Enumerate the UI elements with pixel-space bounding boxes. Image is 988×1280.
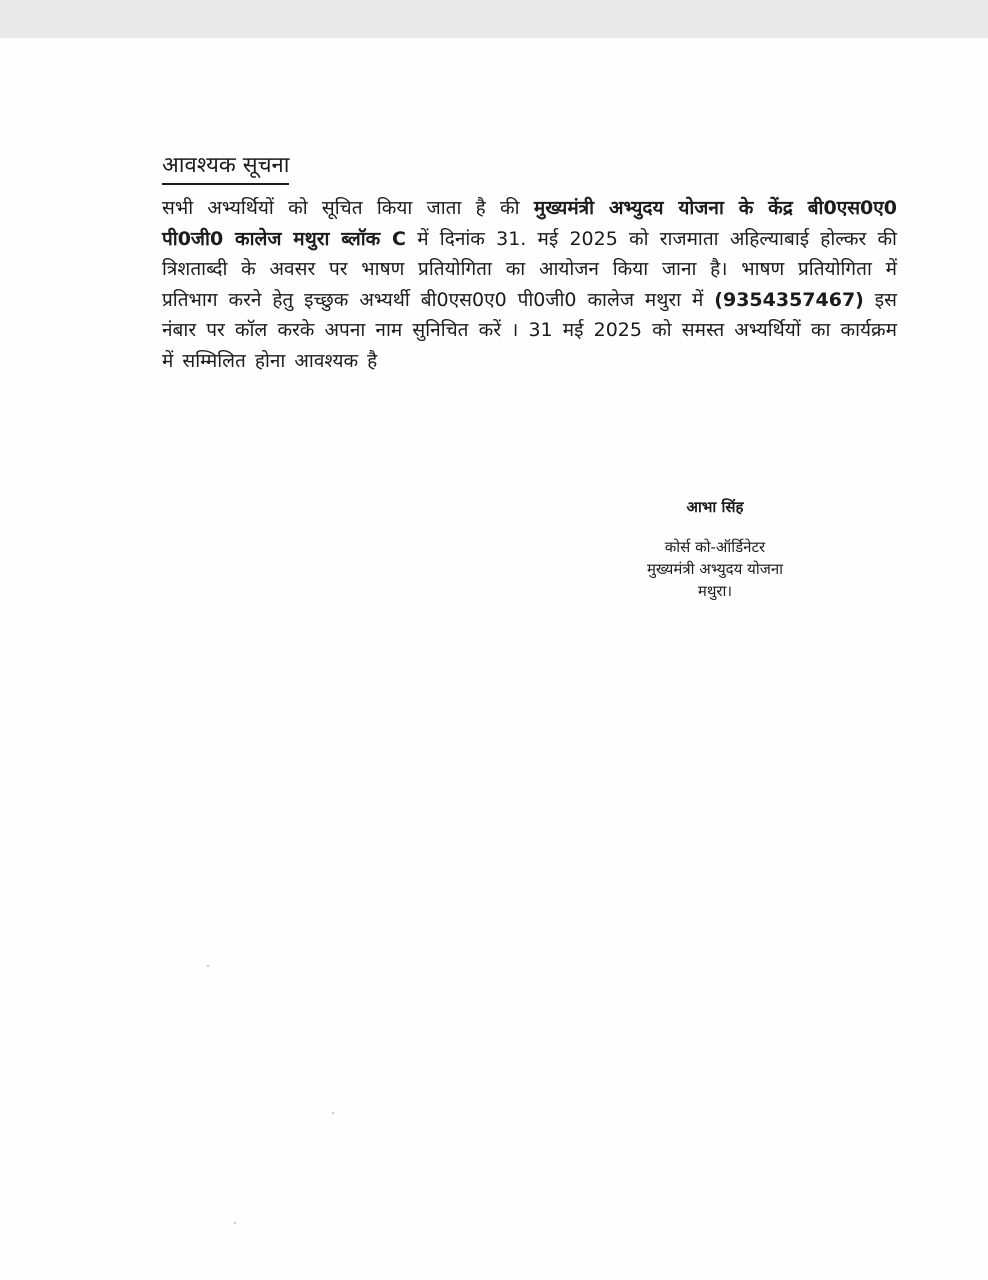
signatory-designation: कोर्स को-ऑर्डिनेटर [664,538,766,556]
notice-phone-number: (9354357467) [714,288,864,311]
notice-body [162,193,897,376]
signature-block [600,496,830,602]
notice-bold-centre: मुख्यमंत्री अभ्युदय योजना के केंद्र बी0एस0ए0 पी0जी0 कालेज मथुरा ब्लॉक C [162,197,897,250]
notice-text-part-1: सभी अभ्यर्थियों को सूचित किया जाता है की [162,197,534,219]
signatory-place: मथुरा। [697,582,733,600]
top-band [0,0,988,38]
paper-speck [207,965,209,967]
notice-text-part-3: इस नंबार पर कॉल करके अपना नाम सुनिचित करें । 31 मई 2025 को समस्त अभ्यर्थियों का कार्यक्रम में सम्मिलित होना आवश्यक है [162,288,897,372]
signatory-scheme: मुख्यमंत्री अभ्युदय योजना [646,560,784,578]
notice-heading: आवश्यक सूचना [162,150,289,185]
notice-text-part-2: में दिनांक 31. मई 2025 को राजमाता अहिल्याबाई होल्कर की त्रिशताब्दी के अवसर पर भाषण प्रतियोगिता का आयोजन किया जाना है। भाषण प्रतियोगिता में प्रतिभाग करने हेतु इच्छुक अभ्यर्थी बी0एस0ए0 पी0जी0 कालेज मथुरा में [162,227,897,311]
notice-content [162,150,897,376]
paper-speck [234,1222,236,1224]
paper-speck [332,1112,334,1114]
signatory-name: आभा सिंह [686,498,744,516]
